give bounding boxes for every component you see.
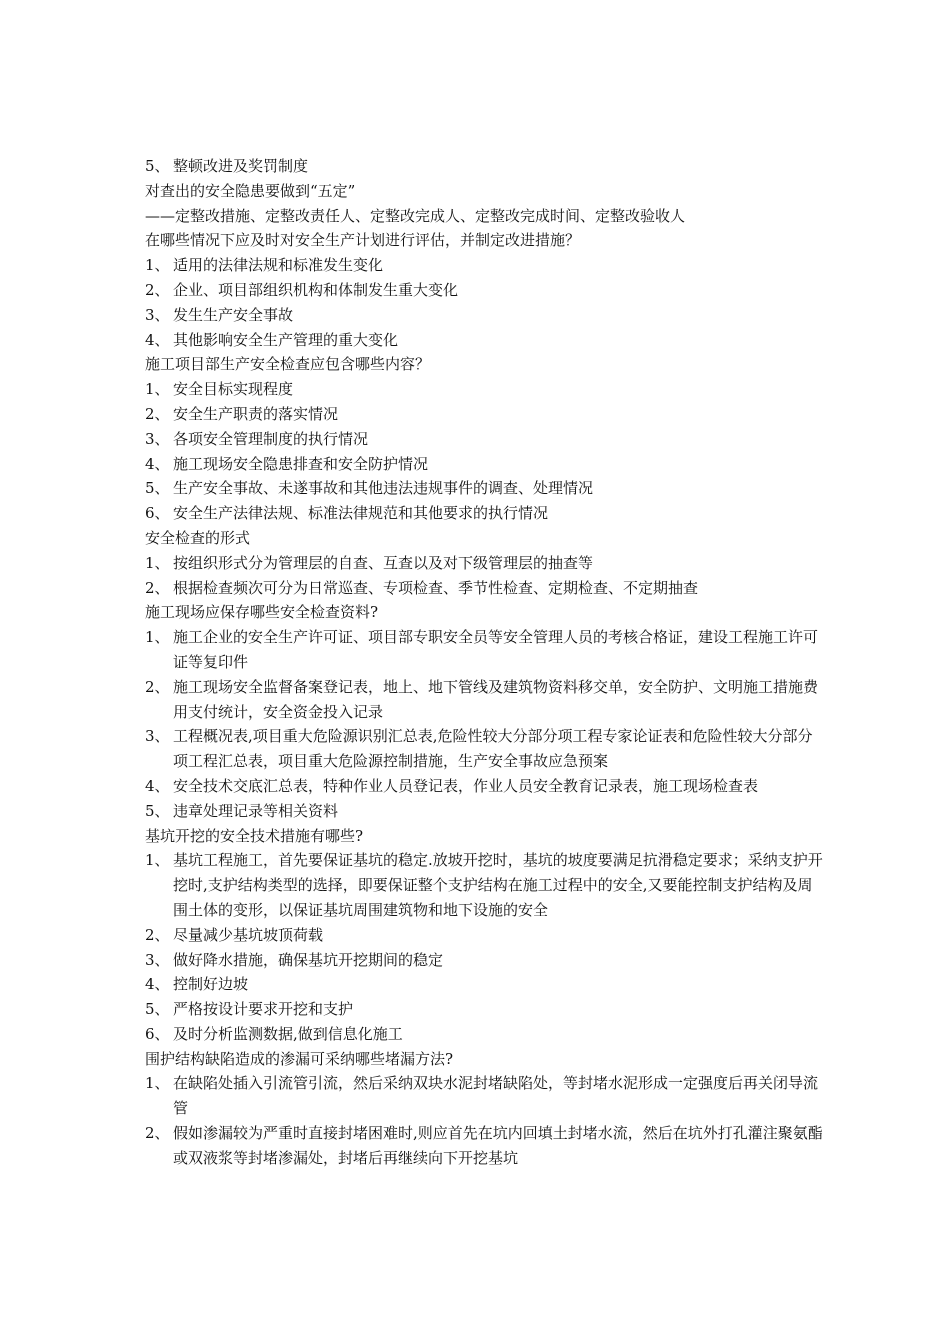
- list-item: [145, 948, 825, 973]
- list-item: [145, 377, 825, 402]
- list-item: [145, 972, 825, 997]
- list-item-text: 发生生产安全事故: [173, 305, 294, 324]
- list-item-text: 尽量减少基坑坡顶荷载: [173, 925, 324, 944]
- list-item-number: 2、: [145, 578, 170, 597]
- paragraph: 施工项目部生产安全检查应包含哪些内容？: [145, 355, 431, 374]
- list-item-number: 6、: [145, 504, 170, 523]
- list-item-number: 5、: [145, 157, 170, 175]
- document-page: [145, 154, 825, 1171]
- list-item-number: 1、: [145, 553, 170, 572]
- list-item-number: 2、: [145, 404, 170, 423]
- list-item: [145, 799, 825, 824]
- list-item-text: 假如渗漏较为严重时直接封堵困难时,则应首先在坑内回填土封堵水流，然后在坑外打孔灌注聚氨酯或双液浆等封堵渗漏处，封堵后再继续向下开挖基坑: [173, 1124, 823, 1167]
- list-item: [145, 328, 825, 353]
- list-item-number: 1、: [145, 851, 170, 870]
- list-item-text: 施工企业的安全生产许可证、项目部专职安全员等安全管理人员的考核合格证，建设工程施工许可证等复印件: [173, 628, 819, 671]
- list-item: [145, 278, 825, 303]
- list-item-text: 整顿改进及奖罚制度: [173, 157, 309, 175]
- list-item: [145, 303, 825, 328]
- list-item-number: 2、: [145, 280, 170, 299]
- paragraph: ——定整改措施、定整改责任人、定整改完成人、定整改完成时间、定整改验收人: [145, 206, 686, 225]
- list-item: [145, 724, 825, 774]
- list-item-number: 2、: [145, 925, 170, 944]
- list-item: [145, 1121, 825, 1171]
- list-item-text: 各项安全管理制度的执行情况: [173, 429, 369, 448]
- list-item-number: 4、: [145, 454, 170, 473]
- list-item-number: 2、: [145, 1124, 170, 1143]
- list-item-text: 做好降水措施，确保基坑开挖期间的稳定: [173, 950, 444, 969]
- list-item-text: 施工现场安全监督备案登记表，地上、地下管线及建筑物资料移交单，安全防护、文明施工措施费用支付统计，安全资金投入记录: [173, 677, 819, 721]
- list-item-text: 生产安全事故、未遂事故和其他违法违规事件的调查、处理情况: [173, 479, 594, 498]
- list-item: [145, 501, 825, 526]
- list-item-number: 5、: [145, 479, 170, 498]
- list-item: [145, 848, 825, 922]
- list-item: [145, 427, 825, 452]
- list-item-number: 3、: [145, 305, 170, 324]
- list-item-text: 其他影响安全生产管理的重大变化: [173, 330, 399, 349]
- list-item: [145, 1071, 825, 1121]
- list-item: [145, 1022, 825, 1047]
- paragraph: 基坑开挖的安全技术措施有哪些?: [145, 826, 364, 845]
- paragraph: 对查出的安全隐患要做到“五定”: [145, 181, 356, 200]
- list-item-number: 4、: [145, 975, 170, 994]
- list-item-text: 在缺陷处插入引流管引流，然后采纳双块水泥封堵缺陷处，等封堵水泥形成一定强度后再关闭导流管: [173, 1074, 819, 1118]
- paragraph: 安全检查的形式: [145, 528, 251, 547]
- list-item-text: 安全目标实现程度: [173, 380, 294, 399]
- list-item-number: 5、: [145, 1000, 170, 1019]
- list-item: [145, 154, 825, 179]
- list-item: [145, 675, 825, 725]
- list-item-number: 1、: [145, 628, 170, 647]
- list-item-text: 基坑工程施工，首先要保证基坑的稳定.放坡开挖时，基坑的坡度要满足抗滑稳定要求；采纳支护开挖时,支护结构类型的选择，即要保证整个支护结构在施工过程中的安全,又要能控制支护结构及周围土体的变形，以保证基坑周围建筑物和地下设施的安全: [173, 851, 823, 919]
- list-item-number: 3、: [145, 727, 170, 746]
- list-item-number: 1、: [145, 256, 170, 275]
- list-item: [145, 774, 825, 799]
- list-item-text: 根据检查频次可分为日常巡查、专项检查、季节性检查、定期检查、不定期抽查: [173, 578, 699, 597]
- list-item-number: 3、: [145, 950, 170, 969]
- list-item: [145, 551, 825, 576]
- paragraph: 在哪些情况下应及时对安全生产计划进行评估，并制定改进措施？: [145, 231, 581, 250]
- list-item: [145, 253, 825, 278]
- list-item: [145, 997, 825, 1022]
- list-item-text: 控制好边坡: [173, 975, 249, 994]
- list-item-text: 施工现场安全隐患排查和安全防护情况: [173, 454, 429, 473]
- paragraph: 围护结构缺陷造成的渗漏可采纳哪些堵漏方法?: [145, 1049, 454, 1068]
- list-item-text: 及时分析监测数据,做到信息化施工: [173, 1024, 403, 1043]
- list-item-text: 严格按设计要求开挖和支护: [173, 1000, 354, 1019]
- list-item: [145, 576, 825, 601]
- list-item-number: 5、: [145, 801, 170, 820]
- list-item-text: 安全生产职责的落实情况: [173, 404, 339, 423]
- list-item-number: 6、: [145, 1024, 170, 1043]
- list-item-text: 安全生产法律法规、标准法律规范和其他要求的执行情况: [173, 504, 549, 523]
- list-item-number: 4、: [145, 330, 170, 349]
- list-item-text: 安全技术交底汇总表，特种作业人员登记表，作业人员安全教育记录表，施工现场检查表: [173, 776, 759, 795]
- list-item-text: 企业、项目部组织机构和体制发生重大变化: [173, 280, 459, 299]
- list-item: [145, 476, 825, 501]
- list-item: [145, 625, 825, 675]
- list-item-text: 违章处理记录等相关资料: [173, 801, 339, 820]
- list-item: [145, 402, 825, 427]
- list-item: [145, 923, 825, 948]
- list-item-text: 工程概况表,项目重大危险源识别汇总表,危险性较大分部分项工程专家论证表和危险性较大分部分项工程汇总表，项目重大危险源控制措施，生产安全事故应急预案: [173, 727, 813, 771]
- list-item-number: 1、: [145, 380, 170, 399]
- list-item-text: 适用的法律法规和标准发生变化: [173, 256, 384, 275]
- paragraph: 施工现场应保存哪些安全检查资料?: [145, 603, 379, 622]
- list-item: [145, 452, 825, 477]
- list-item-number: 3、: [145, 429, 170, 448]
- list-item-number: 4、: [145, 776, 170, 795]
- list-item-number: 2、: [145, 677, 170, 696]
- list-item-number: 1、: [145, 1074, 170, 1093]
- list-item-text: 按组织形式分为管理层的自查、互查以及对下级管理层的抽查等: [173, 553, 594, 572]
